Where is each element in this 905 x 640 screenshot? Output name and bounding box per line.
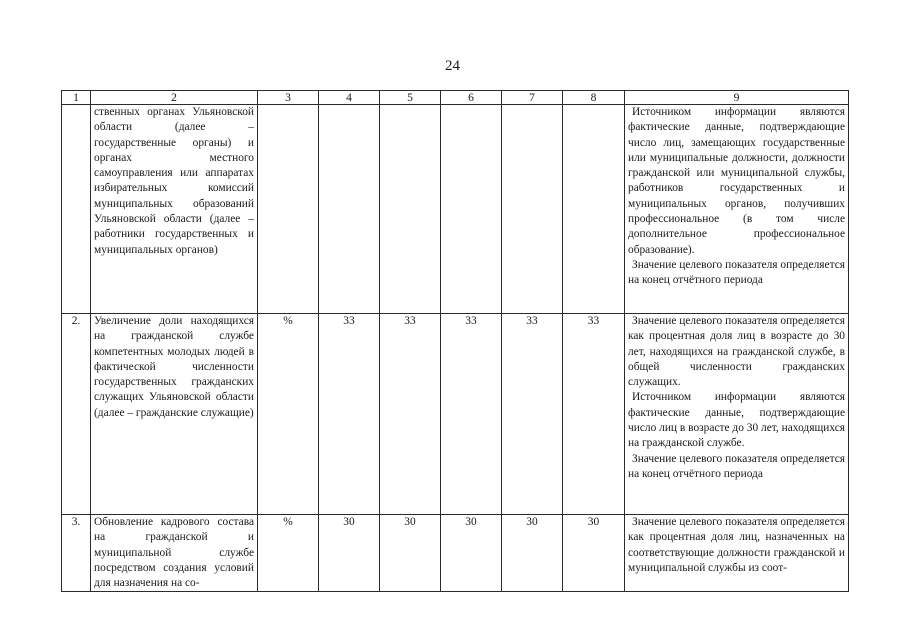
table-row — [62, 314, 849, 515]
value-col7 — [502, 105, 563, 314]
value-col7: 33 — [502, 314, 563, 515]
indicators-table — [61, 90, 849, 592]
value-col5 — [380, 105, 441, 314]
indicator-name: Увеличение доли находящихся на гражданской службе компетентных молодых людей в фактической численности государственных гражданских служащих Ульяновской области (далее – гражданские служащие) — [91, 314, 258, 515]
method-description — [625, 314, 849, 515]
unit: % — [258, 515, 319, 592]
method-paragraph: Источником информации являются фактические данные, подтверждающие число лиц, замещающих государственные или муниципальные должности, должности гражданской или муниципальной службы, работников государственных и муниципальных органов, получивших профессиональное (в том числе дополнительное профессиональное образование). — [628, 106, 845, 256]
indicator-name — [91, 515, 258, 592]
header-cell: 5 — [380, 91, 441, 105]
row-number — [62, 105, 91, 314]
row-number: 2. — [62, 314, 91, 515]
method-paragraph: Источником информации являются фактические данные, подтверждающие число лиц в возрасте до 30 лет, находящихся на гражданской службе. — [628, 391, 845, 450]
method-paragraph: Значение целевого показателя определяется как процентная доля лиц, назначенных на соответствующие должности гражданской и муниципальной службы из соот- — [628, 516, 845, 574]
method-paragraph: Значение целевого показателя определяется на конец отчётного периода — [628, 258, 846, 287]
page-number: 24 — [445, 58, 460, 74]
header-cell: 3 — [258, 91, 319, 105]
header-cell: 1 — [62, 91, 91, 105]
header-cell: 8 — [563, 91, 625, 105]
value-col8: 33 — [563, 314, 625, 515]
table-row — [62, 105, 849, 314]
header-row — [62, 91, 849, 105]
unit: % — [258, 314, 319, 515]
value-col4 — [319, 105, 380, 314]
header-cell: 4 — [319, 91, 380, 105]
value-col6 — [441, 105, 502, 314]
method-description — [625, 515, 849, 592]
method-description — [625, 105, 849, 314]
value-col5: 30 — [380, 515, 441, 592]
unit — [258, 105, 319, 314]
header-cell: 9 — [625, 91, 849, 105]
value-col4: 30 — [319, 515, 380, 592]
value-col7: 30 — [502, 515, 563, 592]
value-col8: 30 — [563, 515, 625, 592]
header-cell: 7 — [502, 91, 563, 105]
value-col5: 33 — [380, 314, 441, 515]
row-number: 3. — [62, 515, 91, 592]
value-col8 — [563, 105, 625, 314]
indicator-text: Обновление кадрового состава на гражданской и муниципальной службе посредством создания условий для назначения на со- — [94, 516, 254, 590]
header-cell: 2 — [91, 91, 258, 105]
header-cell: 6 — [441, 91, 502, 105]
indicator-name: ственных органах Ульяновской области (далее – государственные органы) и органах местного самоуправления или аппаратах избирательных комиссий муниципальных образований Ульяновской области (далее – работники государственных и муниципальных органов) — [91, 105, 258, 314]
value-col4: 33 — [319, 314, 380, 515]
value-col6: 30 — [441, 515, 502, 592]
method-paragraph: Значение целевого показателя определяется как процентная доля лиц в возрасте до 30 лет, находящихся на гражданской службе, в общей численности гражданских служащих. — [628, 315, 846, 389]
table-row — [62, 515, 849, 592]
value-col6: 33 — [441, 314, 502, 515]
method-paragraph: Значение целевого показателя определяется на конец отчётного периода — [628, 452, 846, 480]
